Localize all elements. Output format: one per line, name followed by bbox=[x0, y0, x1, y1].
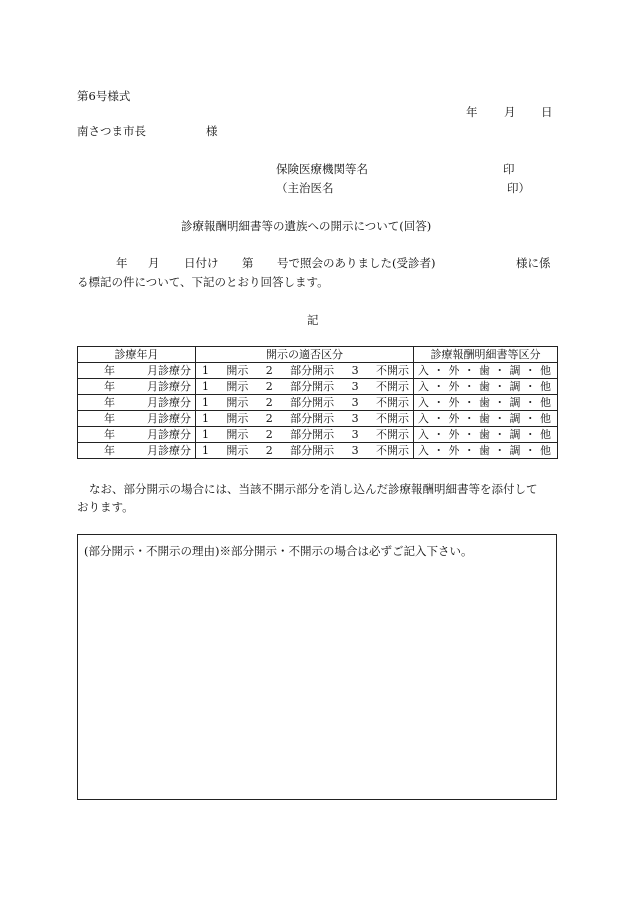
disclosure-choice-cell[interactable] bbox=[196, 363, 414, 379]
category-separator: ・ bbox=[463, 412, 475, 425]
category-separator: ・ bbox=[494, 396, 506, 409]
category-separator: ・ bbox=[494, 364, 506, 377]
option-disclose: 開示 bbox=[226, 444, 249, 457]
treatment-month-cell[interactable] bbox=[78, 395, 196, 411]
category-option: 他 bbox=[540, 364, 551, 377]
row-month-label: 月診療分 bbox=[147, 396, 191, 409]
date-month-label: 月 bbox=[504, 105, 516, 119]
header-disclosure-category: 開示の適否区分 bbox=[196, 347, 414, 363]
disclosure-choice-cell[interactable] bbox=[196, 395, 414, 411]
option-partial-disclose: 部分開示 bbox=[290, 380, 335, 393]
body-dated: 日付け bbox=[184, 256, 219, 270]
addressee-name: 南さつま市長 bbox=[77, 124, 146, 138]
category-option: 調 bbox=[509, 364, 521, 377]
body-text-honorific: 様に係 bbox=[516, 256, 551, 270]
category-separator: ・ bbox=[494, 428, 506, 441]
row-year-label: 年 bbox=[104, 380, 115, 393]
category-option: 他 bbox=[540, 396, 551, 409]
category-option: 歯 bbox=[479, 428, 490, 441]
option-partial-disclose: 部分開示 bbox=[290, 396, 335, 409]
option-number: 1 bbox=[202, 444, 209, 457]
header-treatment-month: 診療年月 bbox=[78, 347, 196, 363]
category-option: 歯 bbox=[479, 380, 490, 393]
category-separator: ・ bbox=[524, 380, 536, 393]
option-partial-disclose: 部分開示 bbox=[290, 428, 335, 441]
option-number: 1 bbox=[202, 396, 209, 409]
disclosure-choice-cell[interactable] bbox=[196, 443, 414, 459]
date-day-label: 日 bbox=[541, 105, 553, 119]
option-partial-disclose: 部分開示 bbox=[290, 364, 335, 377]
reason-box[interactable] bbox=[77, 534, 557, 800]
doctor-label: （主治医名 bbox=[276, 181, 334, 195]
disclosure-choice-cell[interactable] bbox=[196, 427, 414, 443]
reason-box-label: (部分開示・不開示の理由)※部分開示・不開示の場合は必ずご記入下さい。 bbox=[84, 544, 473, 558]
statement-category-cell[interactable] bbox=[414, 363, 558, 379]
option-disclose: 開示 bbox=[226, 412, 249, 425]
date-year-label: 年 bbox=[466, 105, 478, 119]
option-number: 3 bbox=[351, 412, 359, 425]
category-separator: ・ bbox=[433, 428, 445, 441]
category-separator: ・ bbox=[463, 380, 475, 393]
addressee-honorific: 様 bbox=[206, 124, 218, 138]
row-year-label: 年 bbox=[104, 412, 115, 425]
category-option: 他 bbox=[540, 428, 551, 441]
option-disclose: 開示 bbox=[226, 380, 249, 393]
category-option: 入 bbox=[418, 428, 429, 441]
category-option: 外 bbox=[448, 412, 460, 425]
disclosure-table bbox=[77, 346, 558, 459]
category-separator: ・ bbox=[494, 412, 506, 425]
table-row bbox=[78, 443, 558, 459]
option-non-disclose: 不開示 bbox=[375, 396, 409, 409]
category-option: 入 bbox=[418, 364, 429, 377]
option-number: 2 bbox=[265, 364, 273, 377]
category-option: 外 bbox=[448, 380, 460, 393]
header-statement-category: 診療報酬明細書等区分 bbox=[414, 347, 558, 363]
table-row bbox=[78, 379, 558, 395]
category-option: 外 bbox=[448, 396, 460, 409]
category-option: 入 bbox=[418, 444, 429, 457]
option-disclose: 開示 bbox=[226, 396, 249, 409]
option-number: 2 bbox=[265, 412, 273, 425]
body-text-inquiry: 号で照会のありました(受診者) bbox=[277, 256, 436, 270]
form-number: 第6号様式 bbox=[77, 89, 131, 103]
category-option: 調 bbox=[509, 412, 521, 425]
disclosure-choice-cell[interactable] bbox=[196, 379, 414, 395]
option-non-disclose: 不開示 bbox=[375, 364, 409, 377]
category-option: 外 bbox=[448, 364, 460, 377]
row-year-label: 年 bbox=[104, 428, 115, 441]
category-option: 入 bbox=[418, 396, 429, 409]
row-month-label: 月診療分 bbox=[147, 428, 191, 441]
statement-category-cell[interactable] bbox=[414, 379, 558, 395]
table-header-row bbox=[78, 347, 558, 363]
note-line-1: なお、部分開示の場合には、当該不開示部分を消し込んだ診療報酬明細書等を添付して bbox=[89, 482, 538, 496]
category-separator: ・ bbox=[524, 428, 536, 441]
option-number: 2 bbox=[265, 444, 273, 457]
category-separator: ・ bbox=[433, 380, 445, 393]
category-option: 調 bbox=[509, 380, 521, 393]
document-title: 診療報酬明細書等の遺族への開示について(回答) bbox=[181, 219, 432, 233]
category-option: 調 bbox=[509, 428, 521, 441]
category-separator: ・ bbox=[433, 364, 445, 377]
body-year: 年 bbox=[116, 256, 128, 270]
category-separator: ・ bbox=[433, 396, 445, 409]
category-option: 歯 bbox=[479, 444, 490, 457]
category-separator: ・ bbox=[524, 412, 536, 425]
option-number: 1 bbox=[202, 428, 209, 441]
category-separator: ・ bbox=[494, 444, 506, 457]
option-disclose: 開示 bbox=[226, 364, 249, 377]
statement-category-cell[interactable] bbox=[414, 443, 558, 459]
category-option: 他 bbox=[540, 412, 551, 425]
option-number: 3 bbox=[351, 444, 359, 457]
option-non-disclose: 不開示 bbox=[375, 428, 409, 441]
body-text-line2: る標記の件について、下記のとおり回答します。 bbox=[77, 275, 329, 289]
option-number: 1 bbox=[202, 412, 209, 425]
option-number: 2 bbox=[265, 428, 273, 441]
disclosure-choice-cell[interactable] bbox=[196, 411, 414, 427]
category-separator: ・ bbox=[524, 396, 536, 409]
category-separator: ・ bbox=[463, 396, 475, 409]
category-option: 調 bbox=[509, 444, 521, 457]
treatment-month-cell[interactable] bbox=[78, 411, 196, 427]
option-partial-disclose: 部分開示 bbox=[290, 412, 335, 425]
table-row bbox=[78, 395, 558, 411]
category-option: 外 bbox=[448, 444, 460, 457]
row-year-label: 年 bbox=[104, 396, 115, 409]
category-option: 入 bbox=[418, 380, 429, 393]
seal-mark-doctor: 印） bbox=[507, 181, 530, 195]
table-row bbox=[78, 427, 558, 443]
category-option: 歯 bbox=[479, 396, 490, 409]
institution-label: 保険医療機関等名 bbox=[276, 162, 368, 176]
category-option: 歯 bbox=[479, 412, 490, 425]
table-row bbox=[78, 411, 558, 427]
option-non-disclose: 不開示 bbox=[375, 444, 409, 457]
category-separator: ・ bbox=[524, 364, 536, 377]
table-row bbox=[78, 363, 558, 379]
statement-category-cell[interactable] bbox=[414, 411, 558, 427]
category-separator: ・ bbox=[463, 444, 475, 457]
option-number: 3 bbox=[351, 380, 359, 393]
row-month-label: 月診療分 bbox=[147, 380, 191, 393]
row-month-label: 月診療分 bbox=[147, 412, 191, 425]
treatment-month-cell[interactable] bbox=[78, 427, 196, 443]
category-separator: ・ bbox=[433, 444, 445, 457]
option-non-disclose: 不開示 bbox=[375, 380, 409, 393]
category-option: 入 bbox=[418, 412, 429, 425]
note-line-2: おります。 bbox=[77, 500, 134, 514]
option-number: 3 bbox=[351, 364, 359, 377]
seal-mark-institution: 印 bbox=[503, 162, 515, 176]
category-separator: ・ bbox=[463, 428, 475, 441]
category-option: 他 bbox=[540, 380, 551, 393]
treatment-month-cell[interactable] bbox=[78, 443, 196, 459]
row-month-label: 月診療分 bbox=[147, 364, 191, 377]
option-number: 3 bbox=[351, 396, 359, 409]
body-month: 月 bbox=[148, 256, 160, 270]
body-number-prefix: 第 bbox=[242, 256, 254, 270]
option-disclose: 開示 bbox=[226, 428, 249, 441]
treatment-month-cell[interactable] bbox=[78, 363, 196, 379]
category-separator: ・ bbox=[463, 364, 475, 377]
row-year-label: 年 bbox=[104, 444, 115, 457]
option-partial-disclose: 部分開示 bbox=[290, 444, 335, 457]
category-separator: ・ bbox=[494, 380, 506, 393]
category-option: 調 bbox=[509, 396, 521, 409]
table-body bbox=[78, 363, 558, 459]
category-option: 他 bbox=[540, 444, 551, 457]
option-number: 3 bbox=[351, 428, 359, 441]
option-non-disclose: 不開示 bbox=[375, 412, 409, 425]
category-option: 歯 bbox=[479, 364, 490, 377]
option-number: 1 bbox=[202, 364, 209, 377]
option-number: 1 bbox=[202, 380, 209, 393]
treatment-month-cell[interactable] bbox=[78, 379, 196, 395]
row-year-label: 年 bbox=[104, 364, 115, 377]
option-number: 2 bbox=[265, 396, 273, 409]
row-month-label: 月診療分 bbox=[147, 444, 191, 457]
category-separator: ・ bbox=[433, 412, 445, 425]
category-option: 外 bbox=[448, 428, 460, 441]
statement-category-cell[interactable] bbox=[414, 427, 558, 443]
option-number: 2 bbox=[265, 380, 273, 393]
statement-category-cell[interactable] bbox=[414, 395, 558, 411]
category-separator: ・ bbox=[524, 444, 536, 457]
ki-heading: 記 bbox=[307, 313, 319, 327]
